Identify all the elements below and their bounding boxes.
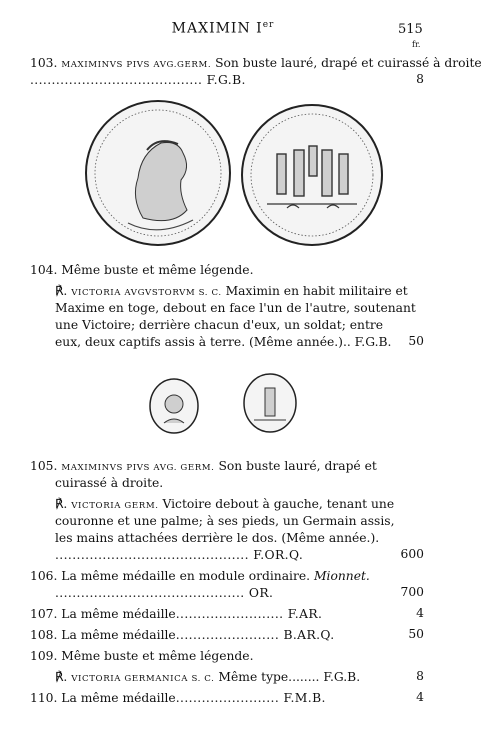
entry-105-reverse-line1: ℟. VICTORIA GERM. Victoire debout à gauche, tenant une xyxy=(55,497,395,511)
entry-109: 109. Même buste et même légende. xyxy=(30,649,254,663)
entry-107: 107. La même médaille......................... F.AR. xyxy=(30,607,323,621)
entry-109-reverse: ℟. VICTORIA GERMANICA S. C. Même type........ F.G.B. xyxy=(55,670,361,684)
entry-105: 105. MAXIMINVS PIVS AVG. GERM. Son buste lauré, drapé et xyxy=(30,459,377,473)
coin-obverse-large xyxy=(83,98,233,248)
entry-106: 106. La même médaille en module ordinaire. Mionnet. xyxy=(30,569,370,583)
page-number: 515 xyxy=(398,22,423,37)
entry-104-reverse-line1: ℟. VICTORIA AVGVSTORVM S. C. Maximin en habit militaire et xyxy=(55,284,408,298)
coin-reverse-small xyxy=(242,372,298,434)
entry-103: 103. MAXIMINVS PIVS AVG.GERM. Son buste lauré, drapé et cuirassé à droite xyxy=(30,56,482,70)
entry-104-reverse-line3: une Victoire; derrière chacun d'eux, un soldat; entre xyxy=(55,318,384,332)
entry-106-line2: ............................................ OR. xyxy=(55,586,274,600)
entry-105-reverse-line4: ............................................. F.OR.Q. xyxy=(55,548,304,562)
entry-108-price: 50 xyxy=(408,627,424,641)
entry-105-reverse-line3: les mains attachées derrière le dos. (Même année.). xyxy=(55,531,380,545)
entry-108: 108. La même médaille........................ B.AR.Q. xyxy=(30,628,335,642)
entry-104-price: 50 xyxy=(408,334,424,348)
entry-109-price: 8 xyxy=(416,669,424,683)
page-title: MAXIMIN Ier xyxy=(171,20,275,37)
entry-104-reverse-line4: eux, deux captifs assis à terre. (Même année.).. F.G.B. xyxy=(55,335,392,349)
entry-107-price: 4 xyxy=(416,606,424,620)
entry-110: 110. La même médaille........................ F.M.B. xyxy=(30,691,326,705)
entry-105-line2: cuirassé à droite. xyxy=(55,476,164,490)
entry-105-reverse-line2: couronne et une palme; à ses pieds, un Germain assis, xyxy=(55,514,395,528)
coin-obverse-small xyxy=(148,377,200,435)
entry-103-price: 8 xyxy=(416,72,424,86)
entry-103-line2: ........................................ F.G.B. xyxy=(30,73,246,87)
currency-unit: fr. xyxy=(412,40,421,49)
entry-104: 104. Même buste et même légende. xyxy=(30,263,254,277)
entry-104-reverse-line2: Maxime en toge, debout en face l'un de l'autre, soutenant xyxy=(55,301,416,315)
entry-110-price: 4 xyxy=(416,690,424,704)
entry-105-price: 600 xyxy=(400,547,424,561)
coin-reverse-large xyxy=(239,102,385,248)
entry-106-price: 700 xyxy=(400,585,424,599)
